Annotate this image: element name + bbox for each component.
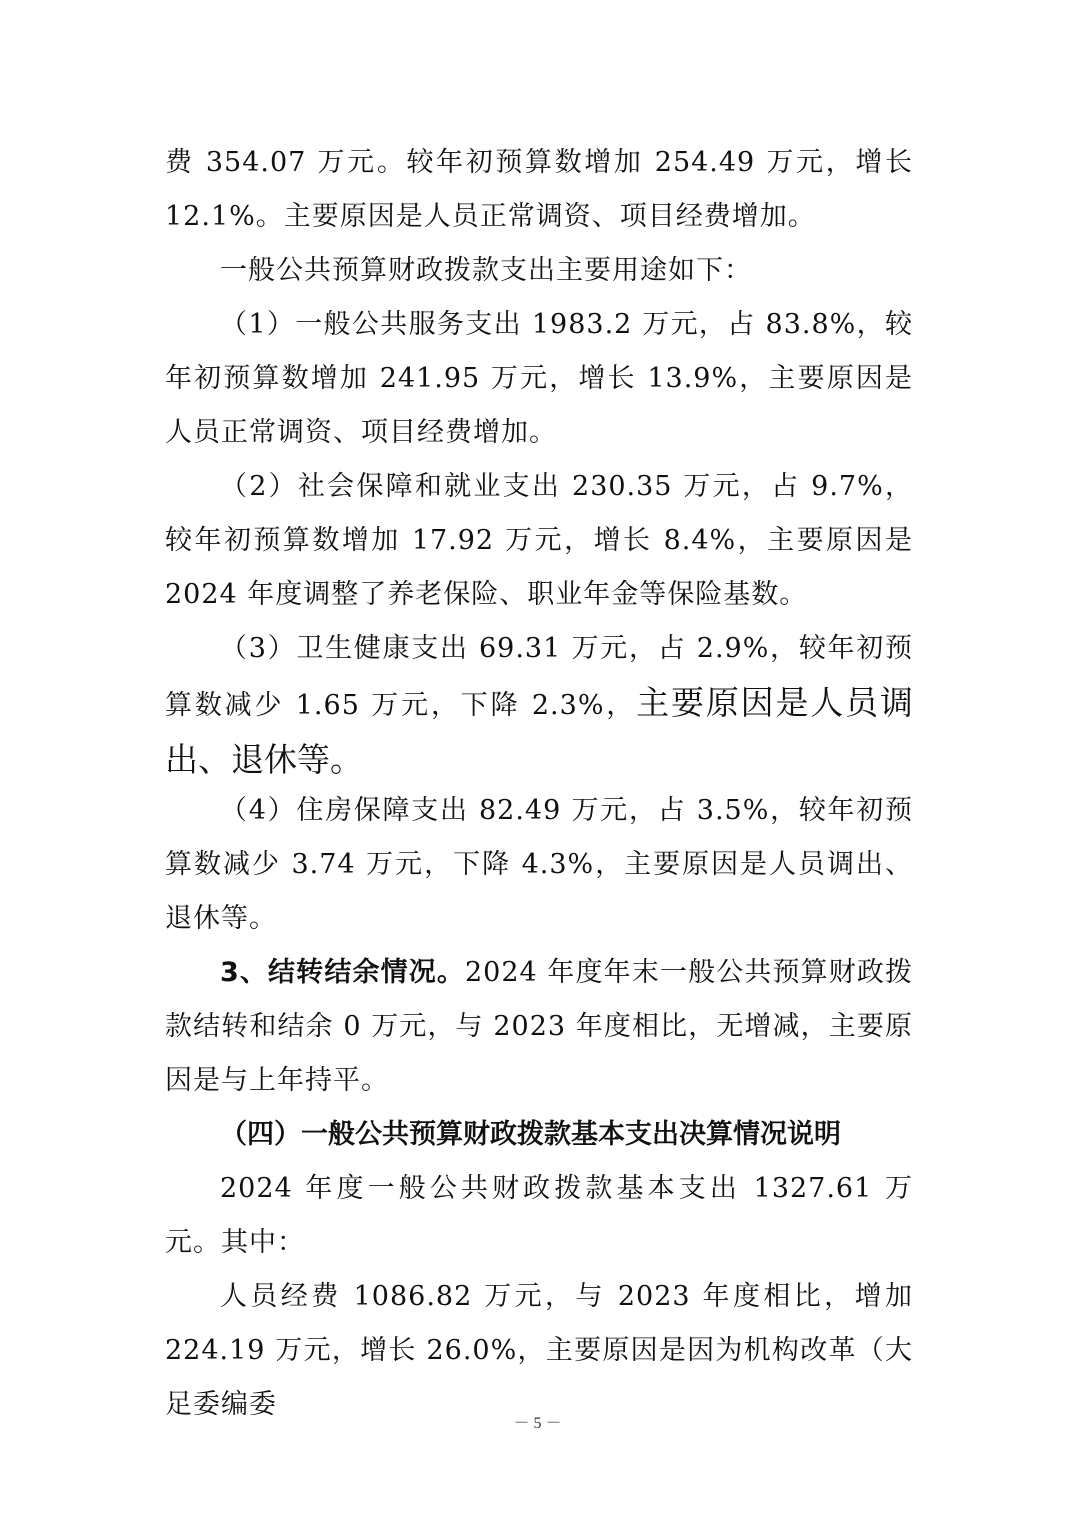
paragraph-item-4: （4）住房保障支出 82.49 万元，占 3.5%，较年初预算数减少 3.74 万元，下降 4.3%，主要原因是人员调出、退休等。 [165, 795, 913, 934]
item-3-text: （3）卫生健康支出 69.31 万元，占 2.9%，较年初预算数减少 1.65 万元，下降 2.3%， [165, 633, 913, 721]
page-number: － 5 － [513, 1415, 562, 1432]
paragraph-item-1: （1）一般公共服务支出 1983.2 万元，占 83.8%，较年初预算数增加 241.95 万元，增长 13.9%，主要原因是人员正常调资、项目经费增加。 [165, 309, 913, 448]
paragraph-item-3 [165, 622, 913, 790]
paragraph-personnel-cost: 人员经费 1086.82 万元，与 2023 年度相比，增加 224.19 万元，增长 26.0%，主要原因是因为机构改革（大足委编委 [165, 1281, 913, 1420]
carryover-text: 2024 年度年末一般公共预算财政拨款结转和结余 0 万元，与 2023 年度相比，无增减，主要原因是与上年持平。 [165, 957, 913, 1096]
item-3-text-large: 主要原因是人员调出、退休等。 [165, 683, 914, 779]
carryover-title: 3、结转结余情况。 [220, 957, 465, 988]
section-heading: （四）一般公共预算财政拨款基本支出决算情况说明 [220, 1119, 841, 1150]
paragraph-basic-expenditure: 2024 年度一般公共财政拨款基本支出 1327.61 万元。其中： [165, 1173, 913, 1258]
paragraph-intro-continuation: 费 354.07 万元。较年初预算数增加 254.49 万元，增长 12.1%。主要原因是人员正常调资、项目经费增加。 [165, 147, 913, 232]
paragraph-usage-intro: 一般公共预算财政拨款支出主要用途如下： [220, 255, 752, 286]
paragraph-carryover [165, 946, 913, 1108]
paragraph-item-2: （2）社会保障和就业支出 230.35 万元，占 9.7%，较年初预算数增加 17.92 万元，增长 8.4%，主要原因是 2024 年度调整了养老保险、职业年金等保险基数。 [165, 471, 913, 610]
